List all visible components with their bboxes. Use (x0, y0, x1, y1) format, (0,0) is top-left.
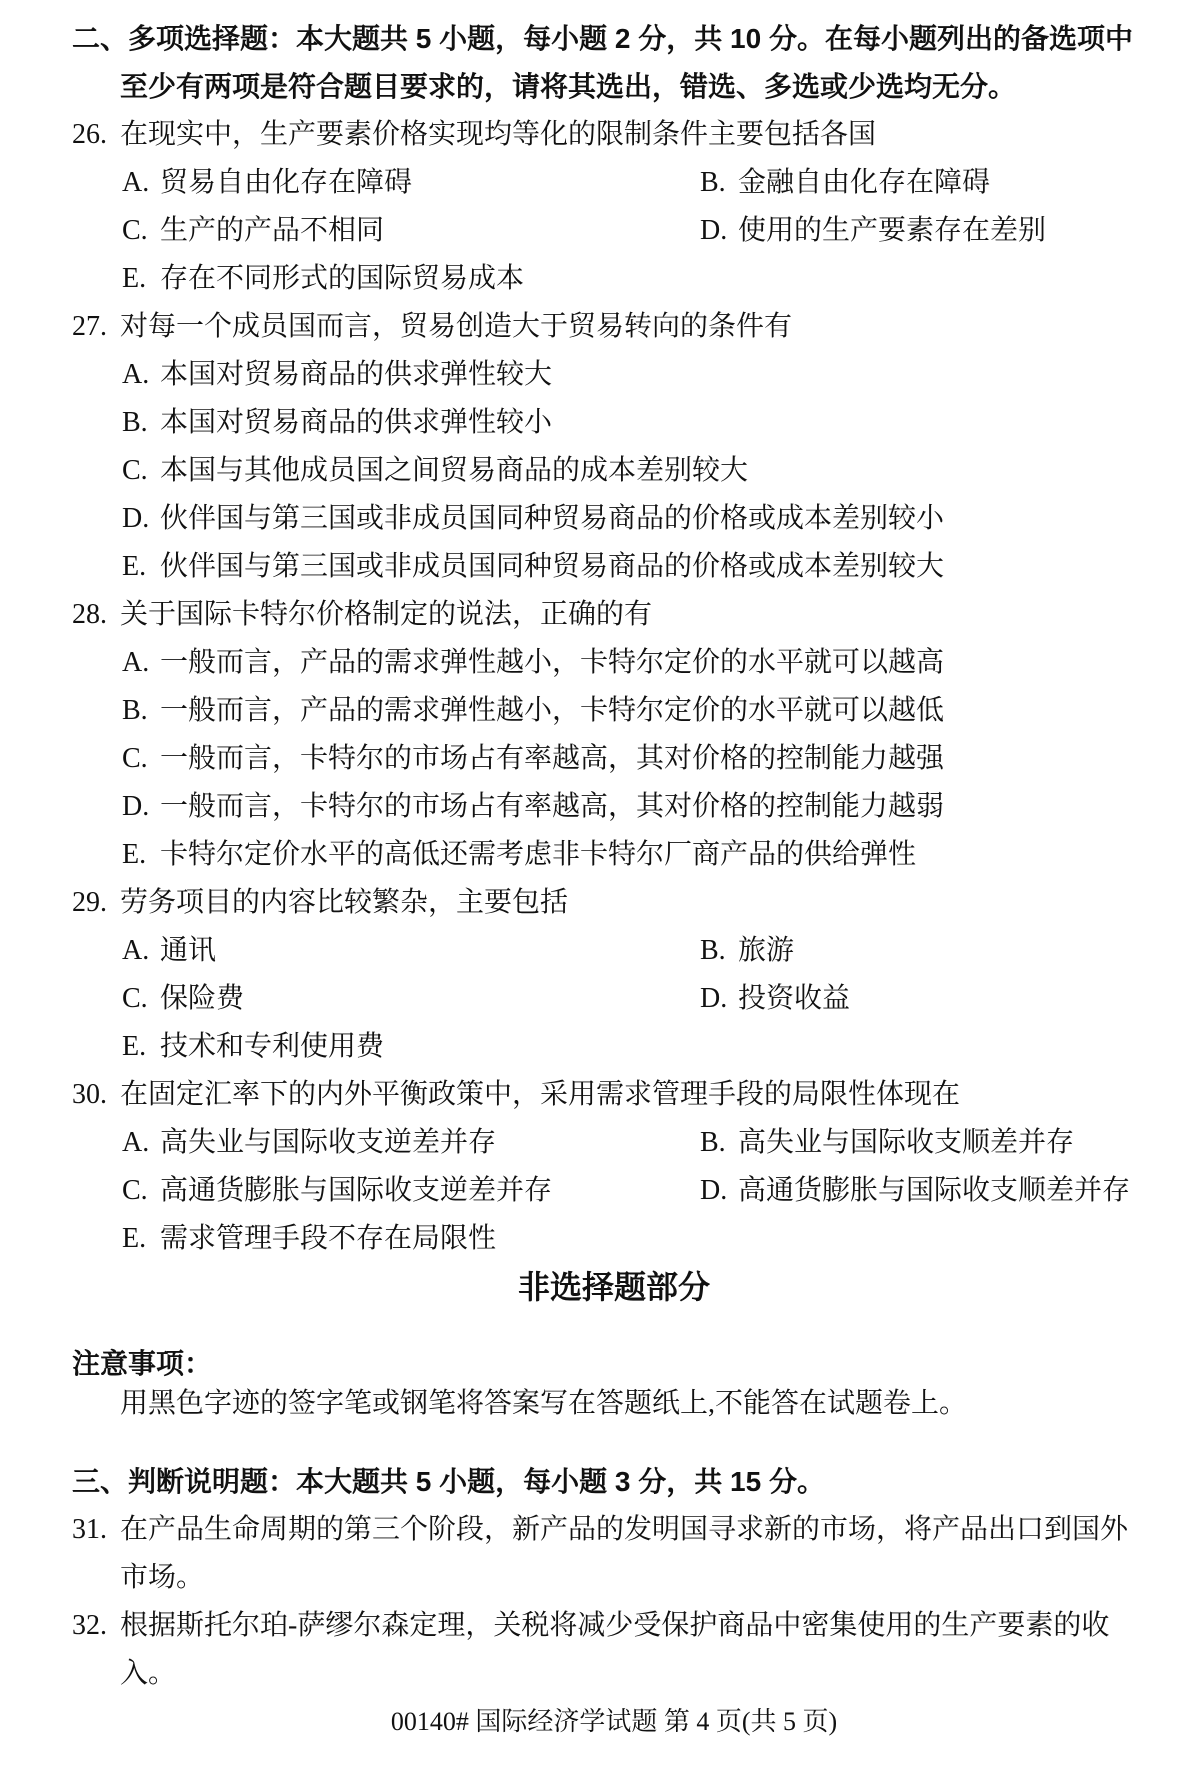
question-28 (72, 591, 1156, 879)
part-heading: 非选择题部分 (517, 1269, 710, 1305)
question-stem-row (72, 303, 1156, 351)
question-30 (72, 1071, 1156, 1263)
option-text: 生产的产品不相同 (160, 215, 385, 246)
option-row (72, 447, 1156, 495)
option-label: E. (122, 263, 147, 294)
option-text: 旅游 (738, 935, 795, 966)
option-e (122, 1215, 496, 1263)
option-label: E. (122, 1223, 147, 1254)
option-label: C. (122, 983, 148, 1014)
question-number: 28. (72, 599, 107, 630)
option-text: 一般而言，产品的需求弹性越小，卡特尔定价的水平就可以越高 (160, 647, 945, 678)
option-label: A. (122, 935, 150, 966)
option-label: E. (122, 1031, 147, 1062)
question-stem-row (72, 111, 1156, 159)
option-row (72, 687, 1156, 735)
option-label: C. (122, 455, 148, 486)
option-label: C. (122, 743, 148, 774)
question-stem: 劳务项目的内容比较繁杂，主要包括 (120, 887, 569, 918)
option-label: A. (122, 167, 150, 198)
option-c (122, 207, 700, 255)
option-label: B. (700, 167, 726, 198)
option-row (72, 639, 1156, 687)
option-b (700, 159, 990, 207)
question-stem-line2: 市场。 (120, 1562, 205, 1593)
question-stem-row (72, 879, 1156, 927)
footer-page-info: 00140# 国际经济学试题 第 4 页(共 5 页) (390, 1707, 838, 1736)
option-label: D. (122, 503, 150, 534)
option-text: 本国对贸易商品的供求弹性较小 (160, 407, 553, 438)
option-text: 高失业与国际收支顺差并存 (738, 1127, 1075, 1158)
option-row (72, 1167, 1156, 1215)
option-text: 投资收益 (738, 983, 851, 1014)
option-row (72, 735, 1156, 783)
option-label: D. (700, 1175, 728, 1206)
question-number: 29. (72, 887, 107, 918)
question-number: 27. (72, 311, 107, 342)
option-row (72, 399, 1156, 447)
option-row (72, 207, 1156, 255)
option-c (122, 447, 748, 495)
option-text: 技术和专利使用费 (160, 1031, 385, 1062)
option-c (122, 1167, 700, 1215)
question-27 (72, 303, 1156, 591)
option-label: A. (122, 647, 150, 678)
option-a (122, 927, 700, 975)
section3-heading: 三、判断说明题：本大题共 5 小题，每小题 3 分，共 15 分。 (72, 1466, 825, 1497)
question-stem-line2: 入。 (120, 1658, 177, 1689)
option-label: A. (122, 359, 150, 390)
question-number: 32. (72, 1610, 107, 1641)
question-stem: 在现实中，生产要素价格实现均等化的限制条件主要包括各国 (120, 119, 877, 150)
question-stem: 对每一个成员国而言，贸易创造大于贸易转向的条件有 (120, 311, 793, 342)
question-number: 30. (72, 1079, 107, 1110)
option-e (122, 1023, 384, 1071)
option-label: E. (122, 551, 147, 582)
option-a (122, 639, 944, 687)
option-label: C. (122, 1175, 148, 1206)
question-stem: 在固定汇率下的内外平衡政策中，采用需求管理手段的局限性体现在 (120, 1079, 961, 1110)
option-a (122, 351, 552, 399)
question-stem-line1: 在产品生命周期的第三个阶段，新产品的发明国寻求新的市场，将产品出口到国外 (120, 1514, 1129, 1545)
option-a (122, 1119, 700, 1167)
option-label: B. (700, 935, 726, 966)
option-d (122, 783, 944, 831)
option-c (122, 735, 944, 783)
option-b (122, 687, 944, 735)
option-text: 高通货膨胀与国际收支逆差并存 (160, 1175, 553, 1206)
section2-heading-line2: 至少有两项是符合题目要求的，请将其选出，错选、多选或少选均无分。 (120, 71, 1017, 102)
option-text: 伙伴国与第三国或非成员国同种贸易商品的价格或成本差别较小 (160, 503, 945, 534)
option-row (72, 1119, 1156, 1167)
question-31 (72, 1506, 1156, 1602)
notice-title: 注意事项： (72, 1348, 213, 1379)
question-29 (72, 879, 1156, 1071)
option-row (72, 927, 1156, 975)
option-text: 本国对贸易商品的供求弹性较大 (160, 359, 553, 390)
option-label: D. (700, 215, 728, 246)
option-a (122, 159, 700, 207)
option-e (122, 831, 916, 879)
section2-heading-line1: 二、多项选择题：本大题共 5 小题，每小题 2 分，共 10 分。在每小题列出的备选项中 (72, 23, 1133, 54)
option-c (122, 975, 700, 1023)
option-row (72, 351, 1156, 399)
option-d (700, 207, 1046, 255)
option-row (72, 975, 1156, 1023)
option-text: 一般而言，卡特尔的市场占有率越高，其对价格的控制能力越强 (160, 743, 945, 774)
question-stem-line1: 根据斯托尔珀-萨缪尔森定理，关税将减少受保护商品中密集使用的生产要素的收 (120, 1610, 1110, 1641)
option-row (72, 543, 1156, 591)
option-label: D. (122, 791, 150, 822)
option-label: A. (122, 1127, 150, 1158)
option-row (72, 831, 1156, 879)
option-row (72, 255, 1156, 303)
question-26 (72, 111, 1156, 303)
option-text: 金融自由化存在障碍 (738, 167, 991, 198)
option-b (700, 1119, 1074, 1167)
option-d (700, 1167, 1130, 1215)
notice-text: 用黑色字迹的签字笔或钢笔将答案写在答题纸上,不能答在试题卷上。 (120, 1388, 968, 1419)
option-e (122, 543, 944, 591)
option-b (700, 927, 794, 975)
option-row (72, 783, 1156, 831)
question-32 (72, 1602, 1156, 1698)
option-text: 伙伴国与第三国或非成员国同种贸易商品的价格或成本差别较大 (160, 551, 945, 582)
question-stem-row (72, 1071, 1156, 1119)
option-e (122, 255, 524, 303)
option-text: 高通货膨胀与国际收支顺差并存 (738, 1175, 1131, 1206)
question-number: 26. (72, 119, 107, 150)
option-text: 使用的生产要素存在差别 (738, 215, 1047, 246)
option-text: 卡特尔定价水平的高低还需考虑非卡特尔厂商产品的供给弹性 (160, 839, 917, 870)
option-text: 需求管理手段不存在局限性 (160, 1223, 497, 1254)
option-row (72, 495, 1156, 543)
option-row (72, 1215, 1156, 1263)
option-text: 本国与其他成员国之间贸易商品的成本差别较大 (160, 455, 749, 486)
option-label: D. (700, 983, 728, 1014)
option-text: 贸易自由化存在障碍 (160, 167, 413, 198)
question-stem: 关于国际卡特尔价格制定的说法，正确的有 (120, 599, 653, 630)
option-label: C. (122, 215, 148, 246)
option-b (122, 399, 552, 447)
option-text: 一般而言，产品的需求弹性越小，卡特尔定价的水平就可以越低 (160, 695, 945, 726)
option-text: 一般而言，卡特尔的市场占有率越高，其对价格的控制能力越弱 (160, 791, 945, 822)
option-text: 高失业与国际收支逆差并存 (160, 1127, 497, 1158)
question-stem-row (72, 1506, 1156, 1554)
option-label: B. (122, 407, 148, 438)
question-stem-row (72, 1602, 1156, 1650)
question-stem-row (72, 591, 1156, 639)
option-row (72, 1023, 1156, 1071)
option-label: E. (122, 839, 147, 870)
option-label: B. (700, 1127, 726, 1158)
option-d (700, 975, 850, 1023)
question-number: 31. (72, 1514, 107, 1545)
option-text: 保险费 (160, 983, 245, 1014)
option-d (122, 495, 944, 543)
option-label: B. (122, 695, 148, 726)
option-text: 通讯 (160, 935, 217, 966)
option-row (72, 159, 1156, 207)
option-text: 存在不同形式的国际贸易成本 (160, 263, 525, 294)
